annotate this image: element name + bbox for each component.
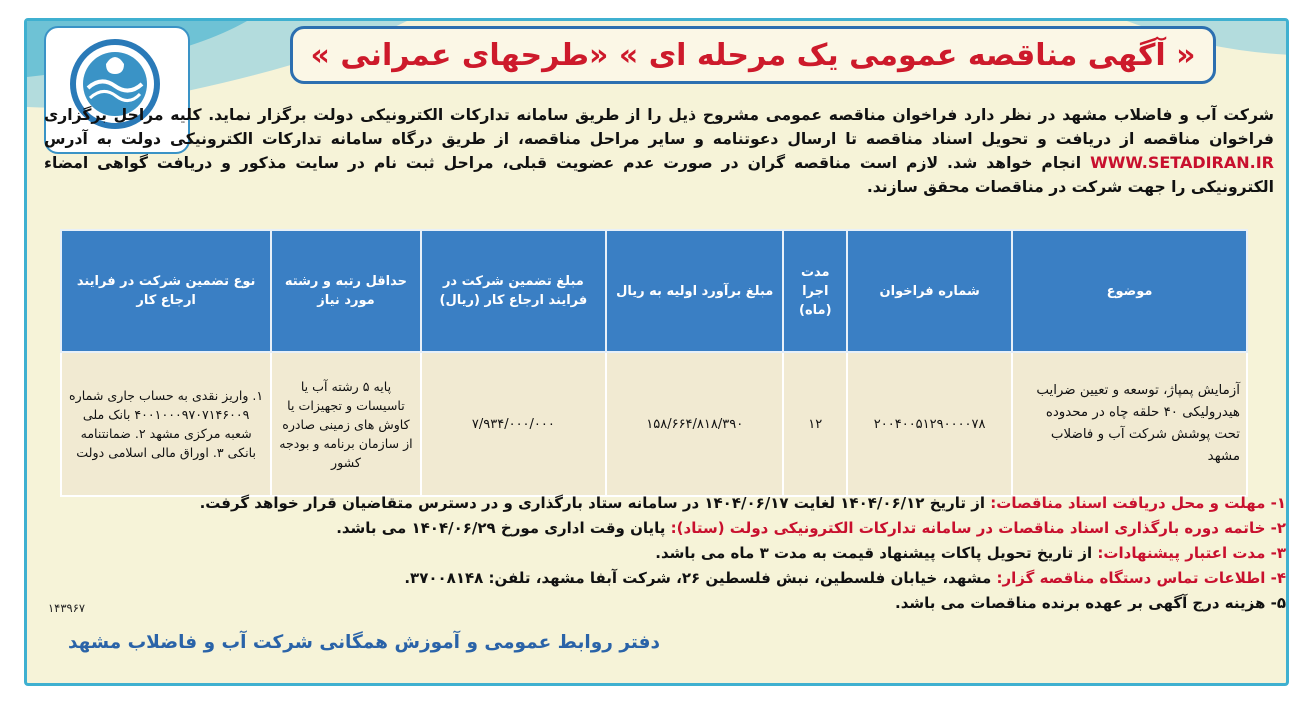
header-min-rank: حداقل رتبه و رشته مورد نیاز <box>271 230 420 352</box>
setad-url-link[interactable]: WWW.SETADIRAN.IR <box>1090 153 1274 172</box>
cell-call-number: ۲۰۰۴۰۰۵۱۲۹۰۰۰۰۷۸ <box>847 352 1012 496</box>
condition-item-5 <box>60 591 1286 616</box>
intro-text-2: انجام خواهد شد. لازم است مناقصه گران در صورت عدم عضویت قبلی، مراحل ثبت نام در سایت مذکور و دریافت گواهی امضاء الکترونیکی را جهت شرکت در مناقصات محقق سازند. <box>44 154 1274 196</box>
ad-number: ۱۴۳۹۶۷ <box>48 601 86 615</box>
ad-title: « آگهی مناقصه عمومی یک مرحله ای » «طرحهای عمرانی » <box>290 26 1216 84</box>
header-duration: مدت اجرا (ماه) <box>783 230 847 352</box>
header-guarantee-amount: مبلغ تضمین شرکت در فرایند ارجاع کار (ریال) <box>421 230 606 352</box>
cell-duration: ۱۲ <box>783 352 847 496</box>
tender-table <box>60 229 1248 497</box>
table-header-row <box>61 230 1247 352</box>
condition-value: از تاریخ ۱۴۰۴/۰۶/۱۲ لغایت ۱۴۰۴/۰۶/۱۷ در سامانه ستاد بارگذاری و در دسترس متقاضیان قرار خواهد گرفت. <box>199 494 986 512</box>
header-subject: موضوع <box>1012 230 1247 352</box>
condition-item-3 <box>60 541 1286 566</box>
cell-estimate: ۱۵۸/۶۶۴/۸۱۸/۳۹۰ <box>606 352 783 496</box>
condition-value: از تاریخ تحویل پاکات پیشنهاد قیمت به مدت ۳ ماه می باشد. <box>655 544 1093 562</box>
header-guarantee-type: نوع تضمین شرکت در فرایند ارجاع کار <box>61 230 271 352</box>
condition-value: ۵- هزینه درج آگهی بر عهده برنده مناقصات می باشد. <box>895 594 1286 612</box>
cell-guarantee-amount: ۷/۹۳۴/۰۰۰/۰۰۰ <box>421 352 606 496</box>
condition-value: پایان وقت اداری مورخ ۱۴۰۴/۰۶/۲۹ می باشد. <box>336 519 666 537</box>
header-call-number: شماره فراخوان <box>847 230 1012 352</box>
conditions-list <box>60 491 1286 616</box>
table-row <box>61 352 1247 496</box>
condition-item-4 <box>60 566 1286 591</box>
cell-guarantee-type: ۱. واریز نقدی به حساب جاری شماره ۴۰۰۱۰۰۰۹۷۰۷۱۴۶۰۰۹ بانک ملی شعبه مرکزی مشهد ۲. ضمانتنامه بانکی ۳. اوراق مالی اسلامی دولت <box>61 352 271 496</box>
cell-min-rank: پایه ۵ رشته آب یا تاسیسات و تجهیزات یا کاوش های زمینی صادره از سازمان برنامه و بودجه کشور <box>271 352 420 496</box>
cell-subject: آزمایش پمپاژ، توسعه و تعیین ضرایب هیدرولیکی ۴۰ حلقه چاه در محدوده تحت پوشش شرکت آب و فاضلاب مشهد <box>1012 352 1247 496</box>
condition-value: مشهد، خیابان فلسطین، نبش فلسطین ۲۶، شرکت آبفا مشهد، تلفن: ۳۷۰۰۸۱۴۸. <box>404 569 992 587</box>
footer-signature: دفتر روابط عمومی و آموزش همگانی شرکت آب و فاضلاب مشهد <box>67 632 660 653</box>
condition-key: ۳- مدت اعتبار پیشنهادات: <box>1097 544 1286 562</box>
condition-key: ۴- اطلاعات تماس دستگاه مناقصه گزار: <box>996 569 1286 587</box>
header-estimate: مبلغ برآورد اولیه به ریال <box>606 230 783 352</box>
condition-item-2 <box>60 516 1286 541</box>
intro-paragraph <box>44 104 1274 199</box>
intro-text-1: شرکت آب و فاضلاب مشهد در نظر دارد فراخوان مناقصه عمومی مشروح ذیل را از طریق سامانه تدارکات الکترونیکی دولت برگزار نماید. کلیه مراحل برگزاری فراخوان مناقصه از دریافت و تحویل اسناد مناقصه تا ارسال دعوتنامه و سایر مراحل مناقصه، از طریق درگاه سامانه تدارکات الکترونیکی دولت به آدرس <box>44 106 1274 148</box>
condition-item-1 <box>60 491 1286 516</box>
condition-key: ۱- مهلت و محل دریافت اسناد مناقصات: <box>990 494 1286 512</box>
condition-key: ۲- خاتمه دوره بارگذاری اسناد مناقصات در سامانه تدارکات الکترونیکی دولت (ستاد): <box>670 519 1286 537</box>
